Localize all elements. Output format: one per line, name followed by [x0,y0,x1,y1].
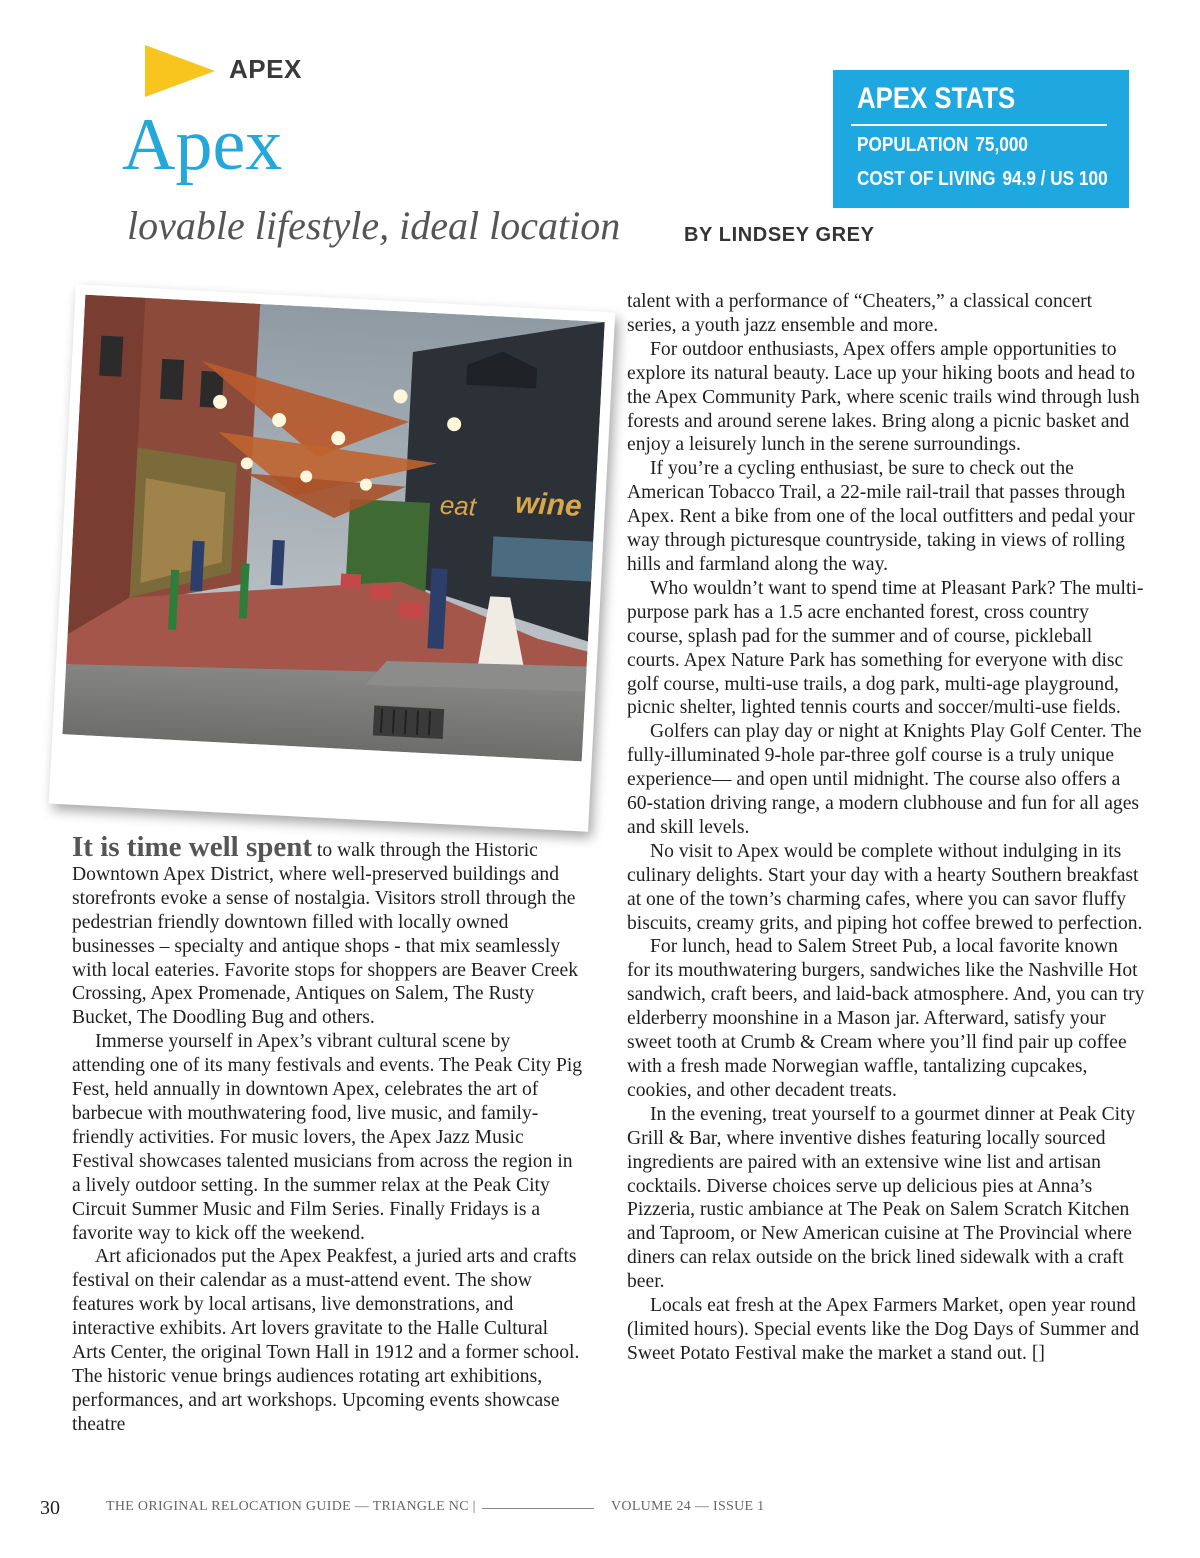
footer-issue: VOLUME 24 — ISSUE 1 [611,1499,765,1514]
article-lead: It is time well spent [72,831,313,863]
sign-wine: wine [514,486,583,523]
stats-divider [851,124,1107,126]
cost-label: COST OF LIVING [857,168,996,190]
street-photo [49,284,615,832]
stats-population [857,134,1028,157]
downtown-street-illustration [62,295,604,762]
article-paragraph: talent with a performance of “Cheaters,” a classical concert series, a youth jazz ensemble and more. [627,291,1093,336]
article-paragraph: No visit to Apex would be complete without indulging in its culinary delights. Start your day with a hearty Southern breakfast at one of the town’s charming cafes, where you can savor fluffy biscuits, creamy grits, and piping hot coffee brewed to perfection. [627,840,1143,934]
stats-title: APEX STATS [857,82,1016,115]
byline: BY LINDSEY GREY [684,224,875,246]
article-paragraph: Golfers can play day or night at Knights Play Golf Center. The fully-illuminated 9-hole par-three golf course is a truly unique experience— and open until midnight. The course also offers a 60-station driving range, a modern clubhouse and fun for all ages and skill levels. [627,721,1142,838]
page-number: 30 [40,1497,60,1519]
footer-separator: | [472,1499,476,1514]
footer-rule [482,1508,594,1509]
stats-box [833,70,1129,208]
cost-value: 94.9 / US 100 [1002,168,1108,190]
article-paragraph: For lunch, head to Salem Street Pub, a local favorite known for its mouthwatering burgers, sandwiches like the Nashville Hot sandwich, craft beers, and laid-back atmosphere. And, you can try elderberry moonshine in a Mason jar. Afterward, satisfy your sweet tooth at Crumb & Cream where you’ll find pair up coffee with a fresh made Norwegian waffle, tantalizing cupcakes, cookies, and other decadent treats. [627,936,1145,1101]
section-flag-icon [145,45,215,97]
article-paragraph: Who wouldn’t want to spend time at Pleasant Park? The multi-purpose park has a 1.5 acre enchanted forest, cross country course, splash pad for the summer and of course, pickleball courts. Apex Nature Park has something for everyone with disc golf course, multi-use trails, a dog park, multi-age playground, picnic shelter, lighted tennis courts and soccer/multi-use fields. [627,577,1144,719]
stats-cost-of-living [857,168,1108,191]
population-value: 75,000 [975,134,1028,156]
population-label: POPULATION [857,134,969,156]
article-paragraph: Art aficionados put the Apex Peakfest, a juried arts and crafts festival on their calendar as a must-attend event. The show features work by local artisans, live demonstrations, and interactive exhibits. Art lovers gravitate to the Halle Cultural Arts Center, the original Town Hall in 1912 and a former school. The historic venue brings audiences rotating art exhibitions, performances, and art workshops. Upcoming events showcase theatre [72,1246,580,1435]
article-paragraph: For outdoor enthusiasts, Apex offers ample opportunities to explore its natural beauty. Lace up your hiking boots and head to the Apex Community Park, where scenic trails wind through lush forests and around serene lakes. Bring along a picnic basket and enjoy a leisurely lunch in the serene surroundings. [627,338,1140,456]
article-paragraph: In the evening, treat yourself to a gourmet dinner at Peak City Grill & Bar, where inventive dishes featuring locally sourced ingredients are paired with an extensive wine list and artisan cocktails. Diverse choices serve up delicious pies at Anna’s Pizzeria, rustic ambiance at The Peak on Salem Scratch Kitchen and Taproom, or New American cuisine at The Provincial where diners can relax outside on the brick lined sidewalk with a craft beer. [627,1103,1136,1293]
page-title: Apex [122,104,283,186]
article-paragraph: If you’re a cycling enthusiast, be sure to check out the American Tobacco Trail, a 22-mile rail-trail that passes through Apex. Rent a bike from one of the local outfitters and pedal your way through picturesque countryside, taking in views of rolling hills and farmland along the way. [627,458,1135,575]
article-column-left [72,831,584,1437]
article-paragraph: Locals eat fresh at the Apex Farmers Market, open year round (limited hours). Special events like the Dog Days of Summer and Sweet Potato Festival make the market a stand out. [] [627,1295,1140,1364]
article-column-right [627,290,1145,1366]
tagline: lovable lifestyle, ideal location [127,203,621,248]
section-label: APEX [229,54,302,84]
sign-eat: eat [439,489,477,522]
footer-publication: THE ORIGINAL RELOCATION GUIDE — TRIANGLE NC | [106,1499,476,1514]
article-paragraph: Immerse yourself in Apex’s vibrant cultural scene by attending one of its many festivals and events. The Peak City Pig Fest, held annually in downtown Apex, celebrates the art of barbecue with mouthwatering food, live music, and family-friendly activities. For music lovers, the Apex Jazz Music Festival showcases talented musicians from across the region in a lively outdoor setting. In the summer relax at the Peak City Circuit Summer Music and Film Series. Finally Fridays is a favorite way to kick off the weekend. [72,1031,583,1244]
article-paragraph: It is time well spent to walk through the Historic Downtown Apex District, where well-preserved buildings and storefronts evoke a sense of nostalgia. Visitors stroll through the pedestrian friendly downtown filled with locally owned businesses – specialty and antique shops - that mix seamlessly with local eateries. Favorite stops for shoppers are Beaver Creek Crossing, Apex Promenade, Antiques on Salem, The Rusty Bucket, The Doodling Bug and others. [72,831,578,1029]
